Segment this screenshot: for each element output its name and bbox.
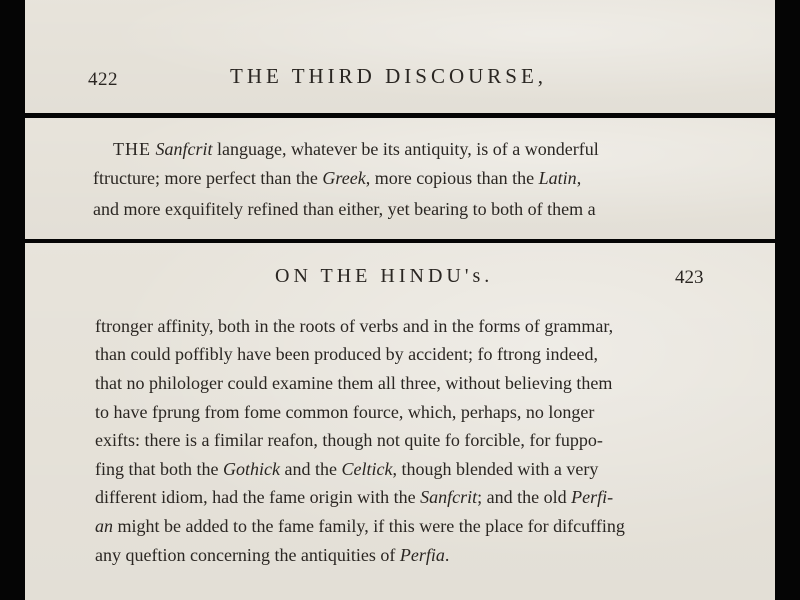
- text-run: language, whatever be its antiquity, is of a wonderful: [212, 139, 599, 159]
- text-run-italic: Perfi-: [571, 487, 614, 507]
- text-line: [95, 315, 613, 337]
- text-run: , though blended with a very: [392, 459, 599, 479]
- text-run-italic: Latin: [538, 168, 577, 188]
- text-line: [95, 401, 594, 423]
- text-line: [113, 138, 599, 160]
- text-run: ftronger affinity, both in the roots of verbs and in the forms of grammar,: [95, 316, 614, 336]
- running-head-left: THE THIRD DISCOURSE,: [230, 64, 548, 88]
- text-line: [95, 372, 612, 394]
- text-run-italic: Sanfcrit: [420, 487, 478, 507]
- text-run: and the: [279, 459, 342, 479]
- text-run: ,: [576, 168, 582, 188]
- text-line: [95, 544, 449, 566]
- text-run: any queftion concerning the antiquities of: [95, 545, 400, 565]
- page-number-left: 422: [88, 69, 118, 90]
- text-run: ; and the old: [477, 487, 572, 507]
- text-run-italic: Perfia: [399, 545, 445, 565]
- text-run: and more exquifitely refined than either, yet bearing to both of them a: [93, 199, 596, 219]
- page-number-right: 423: [675, 267, 704, 288]
- text-run: THE: [113, 139, 151, 159]
- text-run: might be added to the fame family, if this were the place for difcuffing: [113, 516, 625, 536]
- page-422-header-strip: [25, 0, 775, 113]
- text-run: ftructure; more perfect than the: [93, 168, 323, 188]
- text-run: that no philologer could examine them all three, without believing them: [95, 373, 613, 393]
- text-line: [95, 486, 613, 508]
- text-line: [95, 429, 603, 451]
- text-run-italic: an: [95, 516, 113, 536]
- text-run: , more copious than the: [365, 168, 539, 188]
- page-423-strip: [25, 243, 775, 600]
- text-run-italic: Sanfcrit: [155, 139, 213, 159]
- text-run: to have fprung from fome common fource, which, perhaps, no longer: [95, 402, 595, 422]
- text-line: [95, 458, 598, 480]
- text-run: .: [444, 545, 450, 565]
- text-run: different idiom, had the fame origin with the: [95, 487, 421, 507]
- text-run-italic: Celtick: [341, 459, 393, 479]
- text-run: fing that both the: [95, 459, 223, 479]
- running-head-right: ON THE HINDU's.: [275, 265, 494, 287]
- text-run: than could poffibly have been produced by accident; fo ftrong indeed,: [95, 344, 598, 364]
- text-line: [95, 515, 625, 537]
- text-line: [93, 198, 596, 220]
- text-line: [95, 343, 598, 365]
- text-line: [93, 167, 581, 189]
- text-run: exifts: there is a fimilar reafon, though not quite fo forcible, for fuppo-: [95, 430, 603, 450]
- text-run-italic: Greek: [322, 168, 366, 188]
- text-run-italic: Gothick: [222, 459, 280, 479]
- page-422-text-strip: [25, 118, 775, 239]
